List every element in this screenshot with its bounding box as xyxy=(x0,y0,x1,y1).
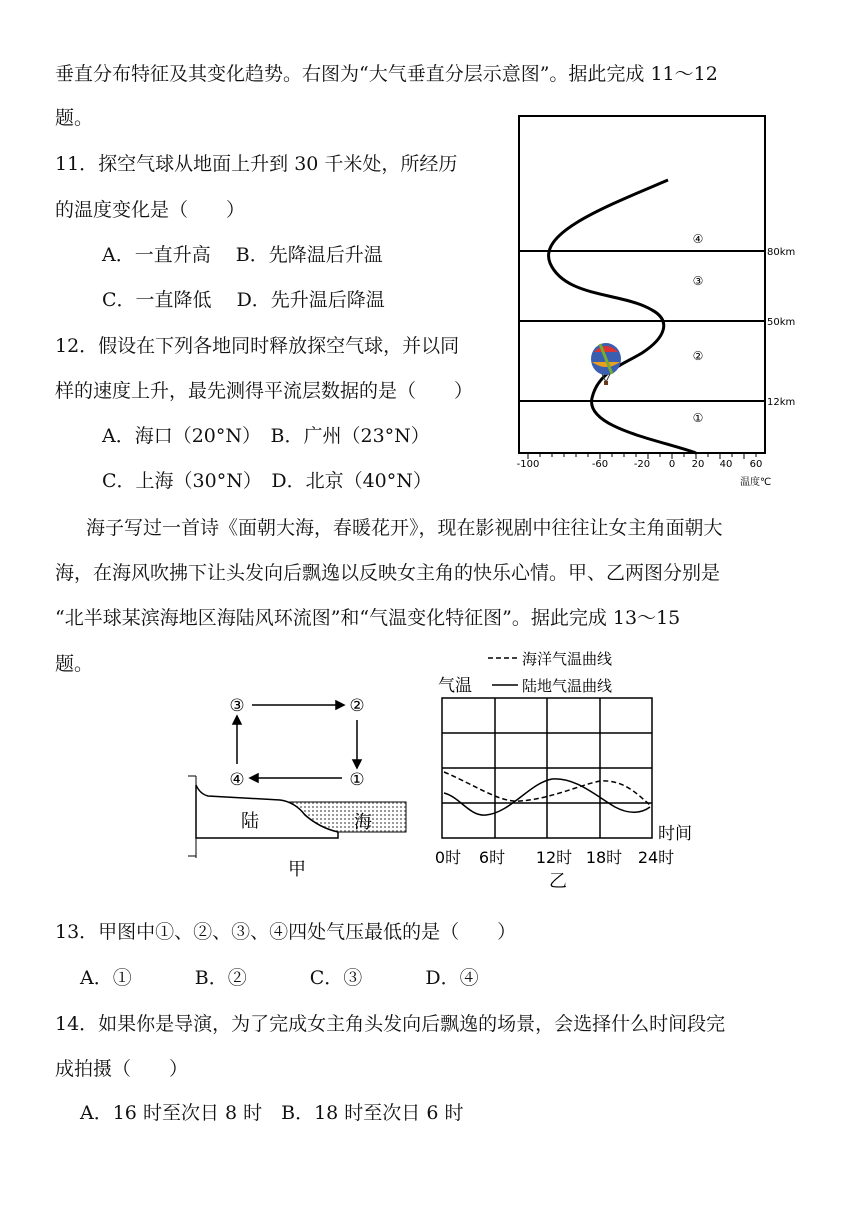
point-2-label: ② xyxy=(349,696,365,716)
atmo-temperature-curve xyxy=(549,180,696,453)
temperature-variation-chart xyxy=(430,645,720,895)
question-13-stem: 13．甲图中①、②、③、④四处气压最低的是（ ） xyxy=(55,921,517,943)
atmo-xtick-label: 0 xyxy=(668,459,676,470)
x-tick-12: 12时 xyxy=(535,848,573,867)
question-12-options-ab: A．海口（20°N） B．广州（23°N） xyxy=(102,425,430,447)
question-11-options-ab: A．一直升高 B．先降温后升温 xyxy=(102,244,383,266)
atmo-xtick-label: -60 xyxy=(591,459,609,470)
atmo-layer-3: ③ xyxy=(692,274,704,288)
passage-line-4: 题。 xyxy=(55,653,94,675)
atmo-xtick-label: -100 xyxy=(516,459,540,470)
sea-label: 海 xyxy=(354,812,372,833)
atmo-xtick-label: 40 xyxy=(719,459,733,470)
atmo-height-12km: 12km xyxy=(767,397,796,408)
atmosphere-layers-diagram xyxy=(510,110,810,490)
legend-land-label: 陆地气温曲线 xyxy=(522,677,613,695)
question-14-options: A．16 时至次日 8 时 B．18 时至次日 6 时 xyxy=(80,1102,464,1124)
legend-sea-label: 海洋气温曲线 xyxy=(522,650,613,668)
x-tick-24: 24时 xyxy=(637,848,675,867)
question-11-stem-cont: 的温度变化是（ ） xyxy=(55,199,246,221)
circulation-arrows xyxy=(233,701,361,782)
atmo-x-axis-label: 温度℃ xyxy=(740,477,772,488)
point-4-label: ④ xyxy=(229,770,245,790)
question-14-stem: 14．如果你是导演，为了完成女主角头发向后飘逸的场景，会选择什么时间段完 xyxy=(55,1013,726,1035)
atmo-height-50km: 50km xyxy=(767,317,796,328)
passage-line-2: 海，在海风吹拂下让头发向后飘逸以反映女主角的快乐心情。甲、乙两图分别是 xyxy=(55,562,721,584)
question-11-stem: 11．探空气球从地面上升到 30 千米处，所经历 xyxy=(55,153,458,175)
atmo-xtick-label: 60 xyxy=(749,459,763,470)
x-tick-0: 0时 xyxy=(434,848,462,867)
question-12-stem: 12．假设在下列各地同时释放探空气球，并以同 xyxy=(55,335,460,357)
atmo-layer-1: ① xyxy=(692,411,704,425)
diagram-yi-caption: 乙 xyxy=(549,871,567,892)
passage-line-3: “北半球某滨海地区海陆风环流图”和“气温变化特征图”。据此完成 13～15 xyxy=(55,607,681,629)
point-3-label: ③ xyxy=(229,696,245,716)
atmo-height-80km: 80km xyxy=(767,247,796,258)
atmo-layer-2: ② xyxy=(692,349,704,363)
x-axis-label: 时间 xyxy=(658,824,692,844)
question-14-stem-cont: 成拍摄（ ） xyxy=(55,1058,189,1080)
passage-line-1: 海子写过一首诗《面朝大海，春暖花开》，现在影视剧中往往让女主角面朝大 xyxy=(86,517,723,539)
y-axis-label: 气温 xyxy=(438,676,472,696)
chart-grid xyxy=(442,698,652,838)
diagram-jia-caption: 甲 xyxy=(288,859,306,880)
question-12-stem-cont: 样的速度上升，最先测得平流层数据的是（ ） xyxy=(55,380,474,402)
atmo-layer-4: ④ xyxy=(692,232,704,246)
text-line-1: 垂直分布特征及其变化趋势。右图为“大气垂直分层示意图”。据此完成 11～12 xyxy=(55,63,718,85)
sea-land-breeze-diagram xyxy=(180,690,410,890)
text-line-2: 题。 xyxy=(55,107,94,129)
land-label: 陆 xyxy=(241,811,259,832)
point-1-label: ① xyxy=(349,770,365,790)
x-tick-6: 6时 xyxy=(478,848,506,867)
atmo-xtick-label: -20 xyxy=(633,459,651,470)
hot-air-balloon-icon xyxy=(591,343,621,385)
question-12-options-cd: C．上海（30°N） D．北京（40°N） xyxy=(102,470,432,492)
question-11-options-cd: C．一直降低 D．先升温后降温 xyxy=(102,289,385,311)
atmo-xtick-label: 20 xyxy=(691,459,705,470)
atmo-frame xyxy=(519,116,765,453)
x-tick-18: 18时 xyxy=(585,848,623,867)
question-13-options: A．① B．② C．③ D．④ xyxy=(80,967,479,989)
